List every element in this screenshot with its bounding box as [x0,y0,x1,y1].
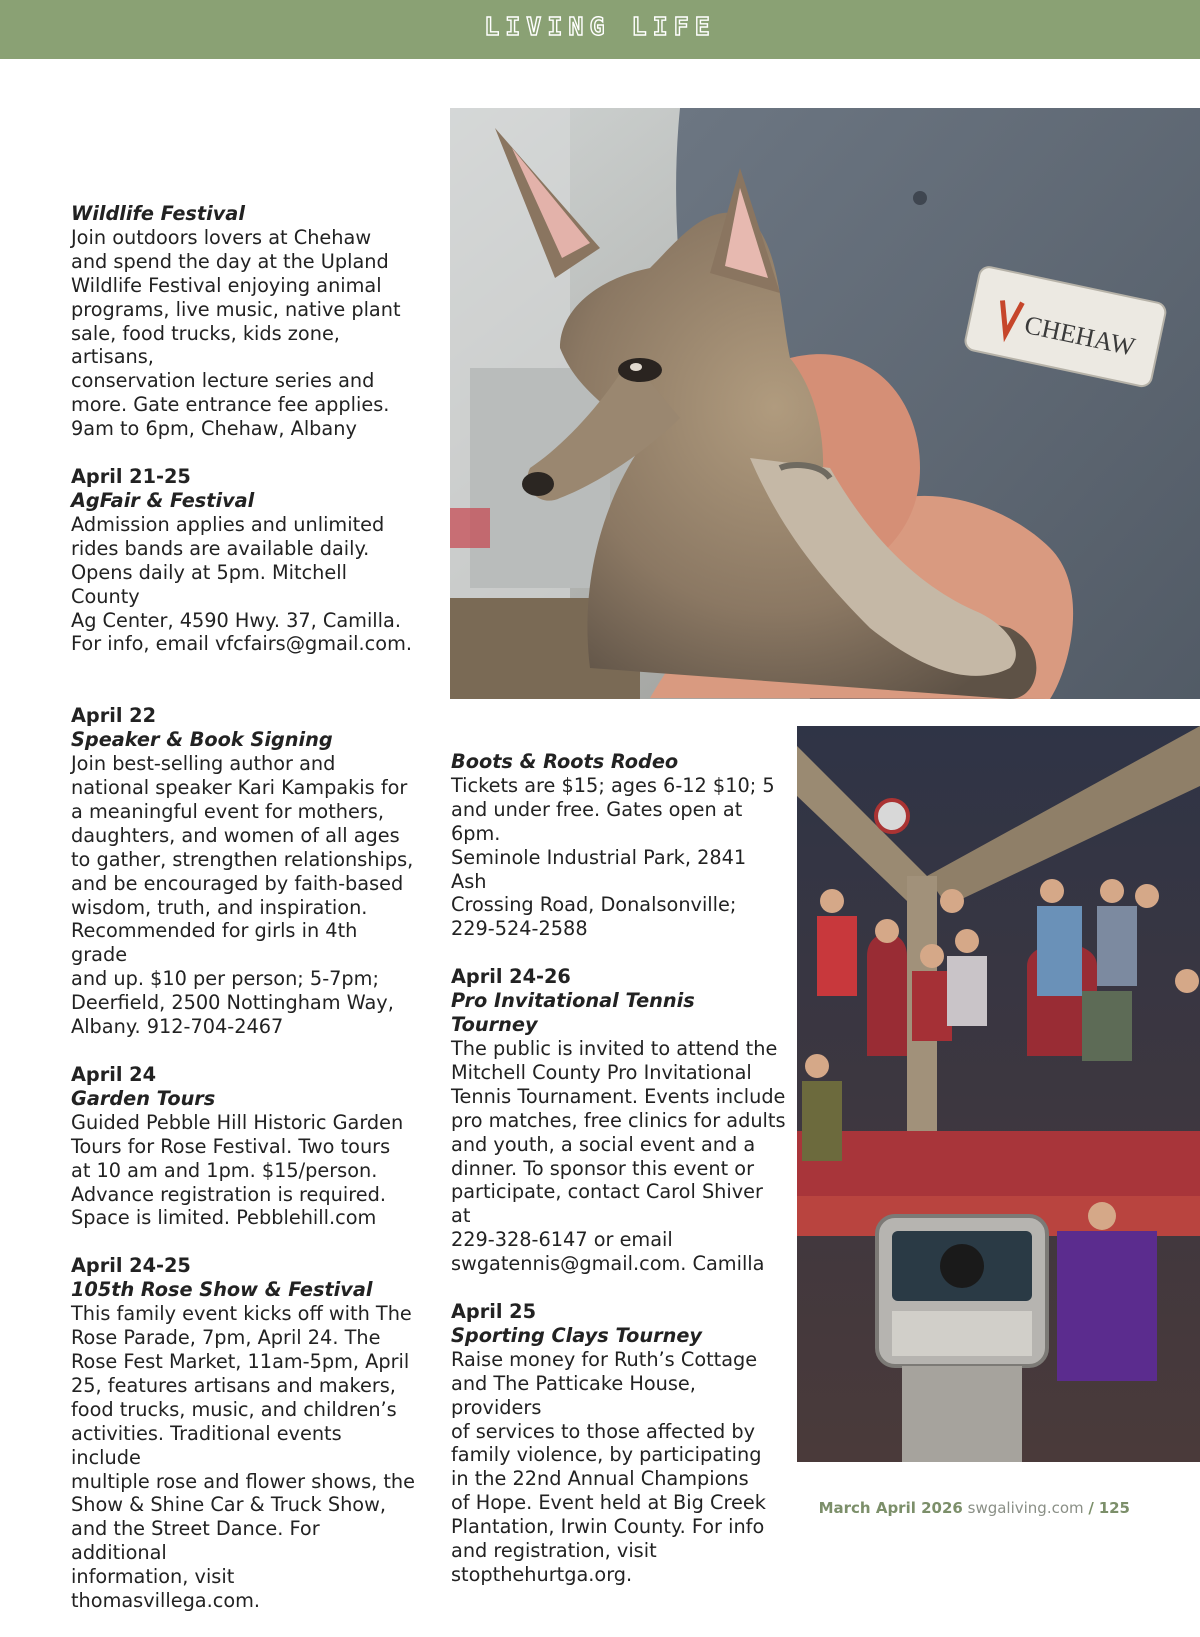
theater-cast-photo [797,726,1200,1462]
event-title: Wildlife Festival [71,202,245,225]
coyote-pup-photo [450,108,1200,699]
page-footer [819,1499,1130,1517]
event-boots-roots-rodeo [451,750,786,941]
event-date: April 24 [71,1063,156,1086]
chehaw-badge-text: CHEHAW [1022,309,1138,362]
section-banner [0,0,1200,59]
event-speaker-book-signing [71,704,416,1039]
event-garden-tours [71,1063,416,1230]
event-description: Raise money for Ruth’s Cottage and The Patticake House, providers of services to those affected by family violence, by participating in the 22nd Annual Champions of Hope. Event held at Big Creek Plantation, Irwin County. For info and registration, visit stopthehurtga.org. [451,1347,766,1586]
event-title: Sporting Clays Tourney [451,1323,702,1347]
event-date: April 25 [451,1300,536,1324]
website: swgaliving.com [967,1499,1084,1517]
event-title: AgFair & Festival [71,488,255,512]
event-wildlife-festival [71,202,416,441]
event-sporting-clays [451,1300,786,1587]
event-description: Join best-selling author and national speaker Kari Kampakis for a meaningful event for mothers, daughters, and women of all ages to gather, strengthen relationships, and be encouraged by faith-based wisdom, truth, and inspiration. Recommended for girls in 4th grade and up. $10 per person; 5-7pm; Deerfield, 2500 Nottingham Way, Albany. 912-704-2467 [71,752,414,1039]
event-date: April 24-26 [451,965,571,989]
event-date: April 24-25 [71,1254,191,1278]
event-date: April 22 [71,704,156,728]
issue-date: March April 2026 [818,1499,963,1517]
event-description: Join outdoors lovers at Chehaw and spend the day at the Upland Wildlife Festival enjoying animal programs, live music, native plant sale, food trucks, kids zone, artisans, conservation lecture series and more. Gate entrance fee applies. 9am to 6pm, Chehaw, Albany [71,225,401,441]
section-title: LIVING LIFE [484,12,716,41]
middle-column [451,750,786,1611]
event-title: Speaker & Book Signing [71,728,333,752]
event-tennis-tourney [451,965,786,1276]
event-agfair [71,465,416,656]
event-description: Tickets are $15; ages 6-12 $10; 5 and under free. Gates open at 6pm. Seminole Industrial Park, 2841 Ash Crossing Road, Donalsonville; 229-524-2588 [451,773,775,941]
event-description: Admission applies and unlimited rides bands are available daily. Opens daily at 5pm. Mitchell County Ag Center, 4590 Hwy. 37, Camilla. For info, email vfcfairs@gmail.com. [71,512,412,656]
event-date: April 21-25 [71,465,191,489]
event-title: Garden Tours [71,1086,216,1110]
event-title: Pro Invitational Tennis Tourney [451,989,695,1037]
page-number: 125 [1098,1499,1130,1517]
left-column [71,202,416,1637]
event-description: The public is invited to attend the Mitchell County Pro Invitational Tennis Tournament. Events include pro matches, free clinics for adults and youth, a social event and a dinner. To sponsor this event or participate, contact Carol Shiver at 229-328-6147 or email swgatennis@gmail.com. Camilla [451,1036,786,1276]
event-title: Boots & Roots Rodeo [451,750,679,773]
footer-separator: / [1088,1499,1094,1517]
event-rose-show [71,1254,416,1613]
event-title: 105th Rose Show & Festival [71,1278,373,1302]
event-description: Guided Pebble Hill Historic Garden Tours for Rose Festival. Two tours at 10 am and 1pm. $15/person. Advance registration is required. Space is limited. Pebblehill.com [71,1110,404,1230]
event-description: This family event kicks off with The Rose Parade, 7pm, April 24. The Rose Fest Market, 11am-5pm, April 25, features artisans and makers, food trucks, music, and children’s activities. Traditional events include multiple rose and flower shows, the Show & Shine Car & Truck Show, and the Street Dance. For additional information, visit thomasvillega.com. [71,1302,416,1613]
